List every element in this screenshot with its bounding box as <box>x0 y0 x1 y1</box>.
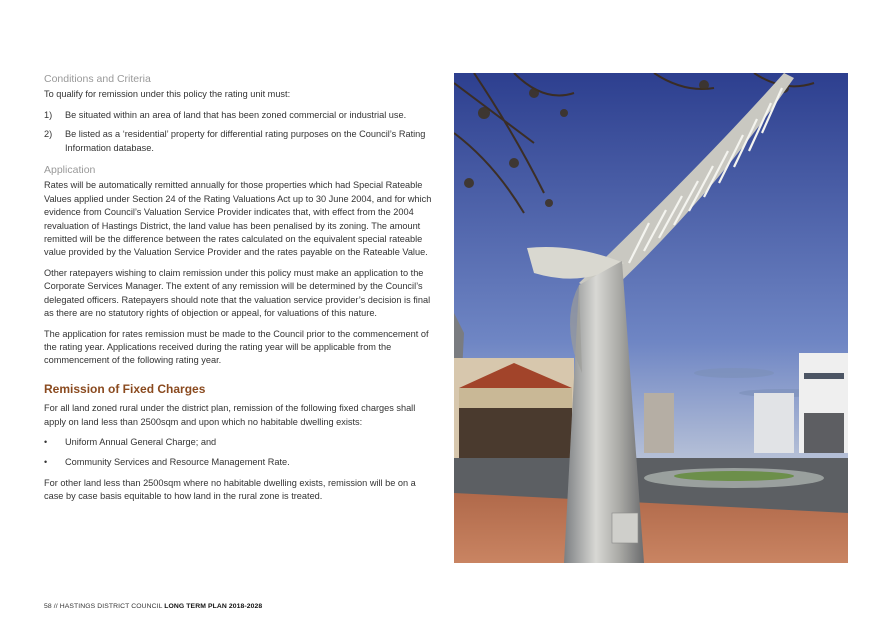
bullet-item <box>44 456 436 469</box>
sculpture-photo-illustration <box>454 73 848 563</box>
condition-text: Be situated within an area of land that has been zoned commercial or industrial use. <box>65 109 407 120</box>
page-footer <box>44 603 262 610</box>
bullet-text: Community Services and Resource Management Rate. <box>65 457 290 468</box>
application-heading: Application <box>44 164 96 177</box>
application-paragraph: Other ratepayers wishing to claim remission under this policy must make an application to the Corporate Services Manager. The extent of any remission will be determined by the Council’s delegated officers. Ratepayers should note that the valuation service provider’s decision is final as there are no statutory rights of objection or appeal, for valuations of this nature. <box>44 267 431 319</box>
fixed-charges-intro: For all land zoned rural under the district plan, remission of the following fixed charges shall apply on land less than 2500sqm and upon which no habitable dwelling exists: <box>44 403 416 427</box>
bullet-text: Uniform Annual General Charge; and <box>65 436 217 447</box>
sculpture-photo <box>454 73 848 563</box>
condition-item <box>44 109 436 122</box>
footer-prefix: 58 // HASTINGS DISTRICT COUNCIL <box>44 603 165 610</box>
conditions-heading: Conditions and Criteria <box>44 73 151 85</box>
bullet-icon: • <box>44 436 48 447</box>
condition-text: Be listed as a ‘residential’ property for differential rating purposes on the Council’s Rating Information database. <box>65 129 426 153</box>
application-paragraph: Rates will be automatically remitted annually for those properties which had Special Rateable Values applied under Section 24 of the Rating Valuations Act up to 30 June 2004, and for which evidence from Council’s Valuation Service Provider indicates that, with effect from the 2004 revaluation of Hastings District, the land value has been penalised by its zoning. The amount remitted will be the difference between the rates calculated on the equivalent special rateable value provided by the Valuation Service Provider and the rates payable on the Rateable Value. <box>44 180 432 258</box>
main-text-column <box>44 73 436 511</box>
condition-number: 1) <box>44 109 53 120</box>
condition-item <box>44 128 436 155</box>
footer-title: LONG TERM PLAN 2018-2028 <box>164 603 263 610</box>
fixed-charges-heading: Remission of Fixed Charges <box>44 381 206 396</box>
condition-number: 2) <box>44 129 53 140</box>
fixed-charges-closing: For other land less than 2500sqm where no habitable dwelling exists, remission will be on a case by case basis equitable to how land in the rural zone is treated. <box>44 477 416 502</box>
bullet-icon: • <box>44 457 48 468</box>
conditions-intro: To qualify for remission under this policy the rating unit must: <box>44 89 291 100</box>
bullet-item <box>44 436 436 449</box>
application-paragraph: The application for rates remission must be made to the Council prior to the commencement of the rating year. Applications received during the rating year will be applicable from the commencement of the following rating year. <box>44 328 429 366</box>
